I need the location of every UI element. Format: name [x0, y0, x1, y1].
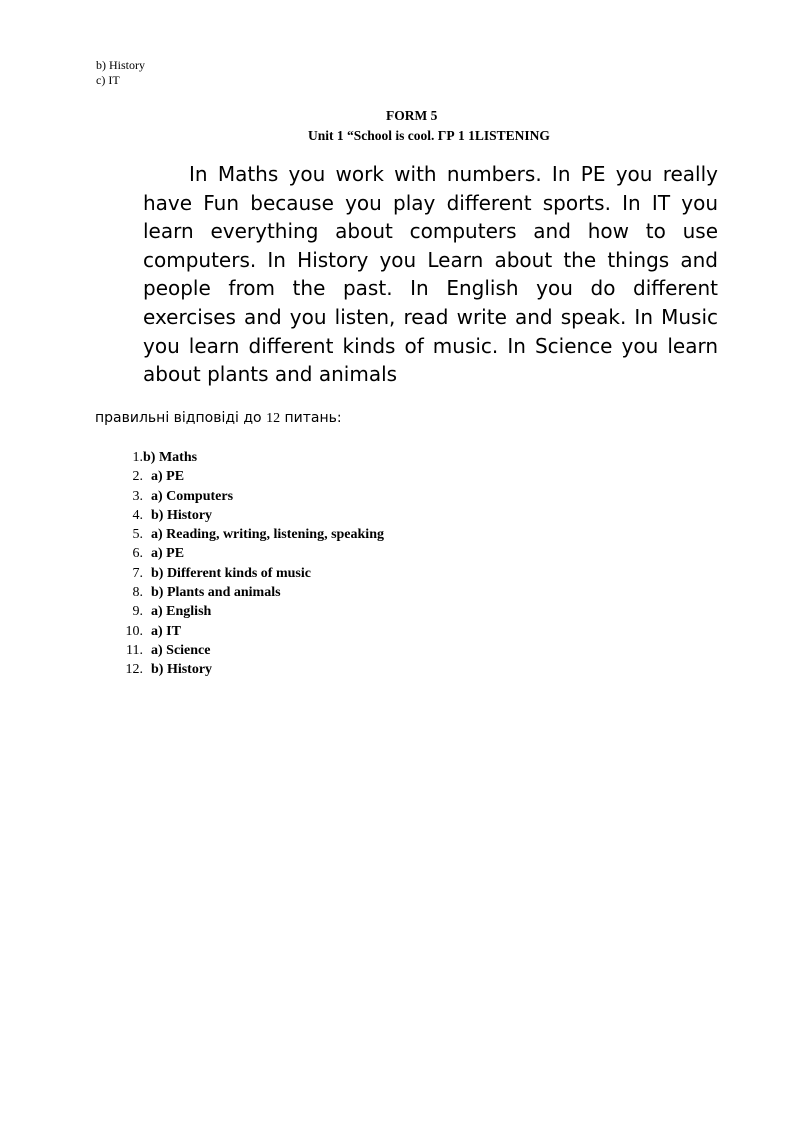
answer-text: b) Different kinds of music	[151, 565, 311, 581]
list-item	[118, 506, 384, 525]
answers-intro	[95, 409, 342, 428]
answer-text: a) IT	[151, 623, 181, 639]
answers-intro-number: 12	[266, 411, 281, 426]
answer-number: 12.	[125, 662, 143, 678]
answer-text: a) Reading, writing, listening, speaking	[151, 527, 384, 543]
answer-number: 7.	[132, 565, 143, 581]
list-item	[118, 602, 384, 621]
answer-text: a) Science	[151, 642, 211, 658]
list-item	[118, 564, 384, 583]
list-item	[118, 467, 384, 486]
answer-text: a) PE	[151, 546, 185, 562]
answer-number: 10.	[125, 623, 143, 639]
answers-intro-before: правильні відповіді до	[95, 410, 267, 426]
form-title: FORM 5	[386, 108, 438, 123]
list-item	[118, 641, 384, 660]
answer-text: a) English	[151, 604, 212, 620]
answer-number: 2.	[132, 469, 143, 485]
list-item	[118, 660, 384, 679]
unit-title: Unit 1 “School is cool. ГР 1 1LISTENING	[308, 128, 550, 143]
answer-number: 4.	[132, 507, 143, 523]
answer-number: 9.	[132, 604, 143, 620]
list-item	[118, 525, 384, 544]
answer-text: b) Maths	[143, 450, 198, 465]
list-item	[118, 544, 384, 563]
answer-number: 6.	[132, 546, 143, 562]
answer-list	[118, 448, 384, 680]
answer-text: a) PE	[151, 469, 185, 485]
answer-number: 8.	[132, 585, 143, 601]
answer-text: b) History	[151, 662, 213, 678]
listening-passage: In Maths you work with numbers. In PE you really have Fun because you play different sports. In IT you learn everything about computers and how to use computers. In History you Learn about the things and people from the past. In English you do different exercises and you listen, read write and speak. In Music you learn different kinds of music. In Science you learn about plants and animals	[143, 162, 718, 387]
list-item	[118, 622, 384, 641]
answers-intro-after: питань:	[280, 410, 342, 426]
option-b: b) History	[96, 58, 145, 72]
answer-number: 1.	[132, 450, 143, 465]
list-item	[118, 487, 384, 506]
answer-number: 3.	[132, 488, 143, 504]
answer-text: b) Plants and animals	[151, 585, 281, 601]
answer-number: 5.	[132, 527, 143, 543]
list-item	[118, 448, 384, 467]
option-c: c) IT	[96, 73, 120, 87]
answer-text: b) History	[151, 507, 213, 523]
previous-question-options	[96, 58, 145, 88]
answer-text: a) Computers	[151, 488, 234, 504]
answer-number: 11.	[126, 642, 143, 658]
list-item	[118, 583, 384, 602]
